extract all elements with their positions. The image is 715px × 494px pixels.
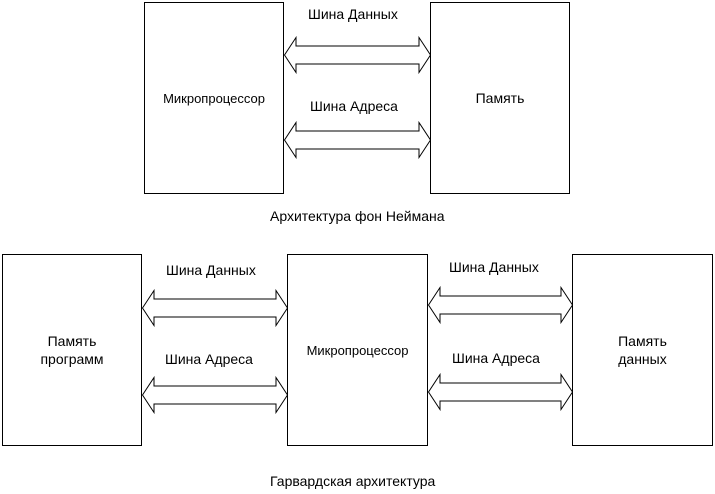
processor-label: Микропроцессор: [163, 90, 265, 106]
address-bus-label: Шина Адреса: [310, 98, 398, 114]
data-bus-label: Шина Данных: [308, 6, 398, 22]
harvard-caption: Гарвардская архитектура: [270, 473, 436, 489]
memory-label: Память: [475, 90, 525, 106]
program-memory-label: Память программ: [40, 333, 104, 367]
data-bus-arrow: [285, 38, 431, 73]
right-data-bus-label: Шина Данных: [449, 259, 539, 275]
von-neumann-caption: Архитектура фон Неймана: [270, 208, 445, 224]
right-address-bus-label: Шина Адреса: [452, 350, 540, 366]
left-address-bus-arrow: [143, 378, 288, 413]
left-data-bus-arrow: [143, 291, 288, 326]
left-data-bus-label: Шина Данных: [166, 262, 256, 278]
right-address-bus-arrow: [429, 375, 573, 410]
left-address-bus-label: Шина Адреса: [165, 351, 253, 367]
data-memory-label: Память данных: [618, 333, 667, 367]
right-data-bus-arrow: [429, 288, 573, 323]
address-bus-arrow: [285, 123, 431, 158]
harvard-processor-label: Микропроцессор: [306, 342, 409, 358]
